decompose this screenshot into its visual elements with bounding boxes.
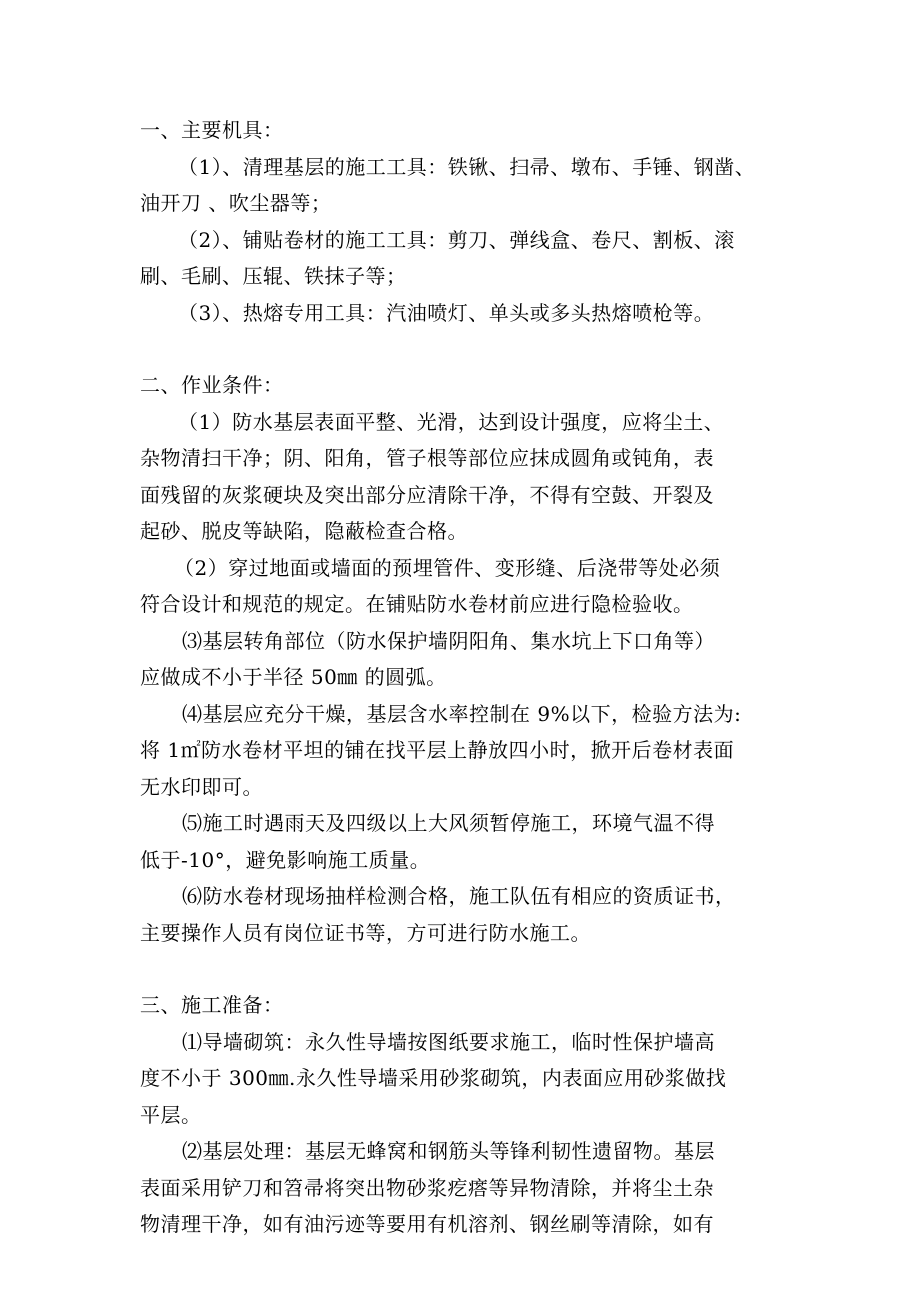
paragraph-line: 低于-10°，避免影响施工质量。 [140, 847, 431, 872]
paragraph-line: 物清理干净，如有油污迹等要用有机溶剂、钢丝刷等清除，如有 [140, 1212, 714, 1236]
section-work-conditions [140, 367, 780, 951]
paragraph-line: 油开刀 、吹尘器等； [140, 191, 332, 215]
paragraph-line: 应做成不小于半径 50㎜ 的圆弧。 [140, 665, 447, 689]
paragraph-line: 主要操作人员有岗位证书等，方可进行防水施工。 [140, 920, 591, 945]
paragraph-line: 符合设计和规范的规定。在铺贴防水卷材前应进行隐检验收。 [140, 592, 694, 616]
paragraph [140, 404, 780, 550]
paragraph-line: （1）、清理基层的施工工具：铁锹、扫帚、墩布、手锤、钢凿、 [178, 154, 756, 179]
paragraph [140, 222, 780, 295]
paragraph-line: 面残留的灰浆硬块及突出部分应清除干净，不得有空鼓、开裂及 [140, 482, 714, 507]
paragraph [140, 623, 780, 696]
paragraph-line: 平层。 [140, 1102, 202, 1127]
paragraph [140, 1133, 780, 1243]
section-construction-prep [140, 987, 780, 1243]
paragraph-line: 表面采用铲刀和笤帚将突出物砂浆疙瘩等异物清除，并将尘土杂 [140, 1175, 714, 1200]
paragraph-line: 将 1㎡防水卷材平坦的铺在找平层上静放四小时，掀开后卷材表面 [140, 738, 735, 762]
paragraph-line: ⑹防水卷材现场抽样检测合格，施工队伍有相应的资质证书， [182, 884, 736, 908]
paragraph-line: （2）穿过地面或墙面的预埋管件、变形缝、后浇带等处必须 [174, 555, 721, 580]
section-heading: 三、施工准备： [140, 993, 284, 1017]
paragraph-line: （3）、热熔专用工具：汽油喷灯、单头或多头热熔喷枪等。 [178, 300, 715, 325]
section-heading: 二、作业条件： [140, 373, 284, 397]
paragraph [140, 550, 780, 623]
section-main-tools [140, 112, 780, 331]
paragraph [140, 878, 780, 951]
paragraph-line: ⑴导墙砌筑：永久性导墙按图纸要求施工，临时性保护墙高 [182, 1029, 715, 1054]
paragraph-line: ⑷基层应充分干燥，基层含水率控制在 9%以下，检验方法为: [182, 701, 742, 726]
paragraph-line: （2）、铺贴卷材的施工工具：剪刀、弹线盒、卷尺、割板、滚 [178, 227, 735, 252]
paragraph [140, 805, 780, 878]
paragraph [140, 149, 780, 222]
document-page [140, 112, 780, 1243]
paragraph-line: 度不小于 300㎜.永久性导墙采用砂浆砌筑，内表面应用砂浆做找 [140, 1066, 727, 1090]
paragraph-line: 起砂、脱皮等缺陷，隐蔽检查合格。 [140, 519, 468, 543]
paragraph-line: 杂物清扫干净；阴、阳角，管子根等部位应抹成圆角或钝角，表 [140, 446, 714, 470]
paragraph [140, 696, 780, 806]
paragraph [140, 295, 780, 332]
paragraph-line: 刷、毛刷、压辊、铁抹子等； [140, 264, 407, 288]
paragraph-line: ⑶基层转角部位（防水保护墙阴阳角、集水坑上下口角等） [182, 628, 715, 653]
section-heading: 一、主要机具： [140, 118, 284, 142]
paragraph [140, 1024, 780, 1134]
paragraph-line: 无水印即可。 [140, 774, 263, 799]
paragraph-line: ⑵基层处理：基层无蜂窝和钢筋头等锋利韧性遗留物。基层 [182, 1139, 715, 1163]
paragraph-line: ⑸施工时遇雨天及四级以上大风须暂停施工，环境气温不得 [182, 811, 715, 835]
paragraph-line: （1）防水基层表面平整、光滑，达到设计强度，应将尘土、 [178, 409, 725, 434]
